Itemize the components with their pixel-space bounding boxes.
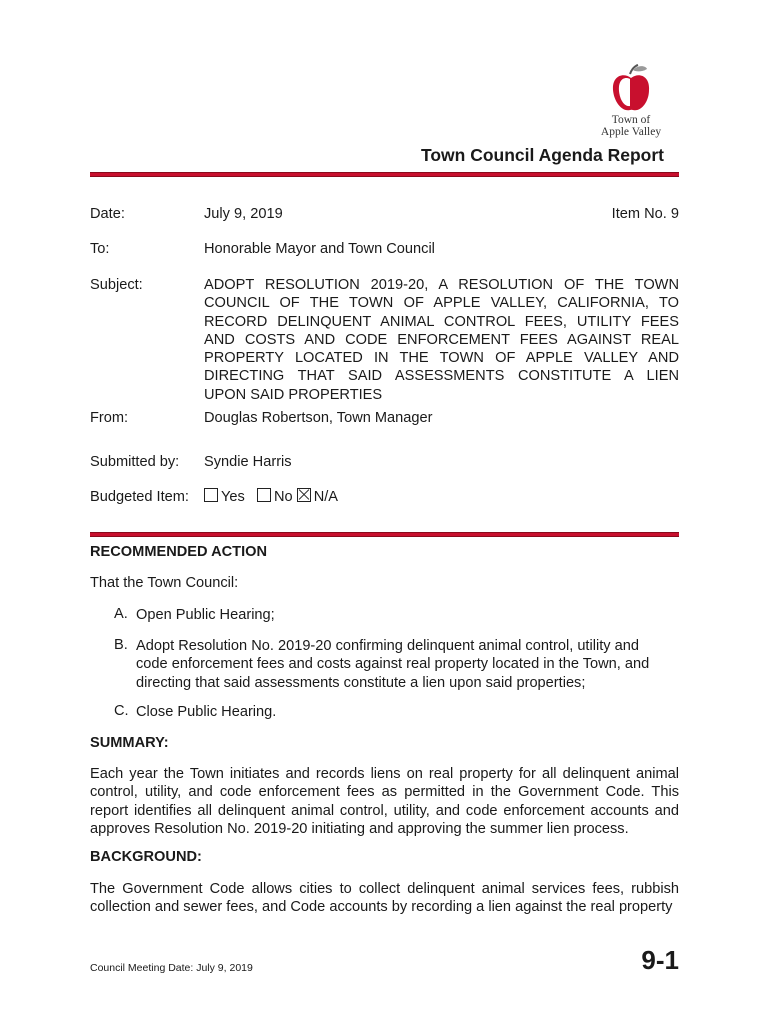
list-item-line: Adopt Resolution No. 2019-20 confirming delinquent animal control, utility and: [136, 638, 639, 654]
item-number: Item No. 9: [611, 206, 679, 222]
from-value: Douglas Robertson, Town Manager: [204, 410, 433, 426]
budget-options: [204, 488, 338, 506]
report-title: Town Council Agenda Report: [420, 145, 664, 165]
summary-paragraph: [90, 765, 679, 838]
budget-no-label: No: [273, 489, 293, 505]
list-item: [136, 703, 676, 721]
budget-no-checkbox[interactable]: [257, 488, 271, 502]
budget-yes-label: Yes: [221, 489, 245, 505]
date-value: July 9, 2019: [204, 206, 283, 222]
subject-text: [204, 276, 679, 404]
recommended-intro: That the Town Council:: [90, 575, 239, 591]
background-heading: BACKGROUND:: [90, 849, 202, 865]
summary-heading: SUMMARY:: [90, 735, 169, 751]
list-item-line: Close Public Hearing.: [136, 704, 277, 720]
budget-na-label: N/A: [313, 489, 339, 505]
list-letter: C.: [114, 703, 129, 719]
subject-line: UPON SAID PROPERTIES: [204, 386, 383, 403]
list-item-line: directing that said assessments constitute a lien upon said properties;: [136, 674, 586, 691]
subject-line: DIRECTING THAT SAID ASSESSMENTS CONSTITUTE A LIEN: [204, 368, 679, 385]
to-value: Honorable Mayor and Town Council: [204, 241, 435, 257]
section-rule: [90, 532, 679, 537]
recommended-heading: RECOMMENDED ACTION: [90, 544, 268, 560]
budget-yes-checkbox[interactable]: [204, 488, 218, 502]
summary-line: report identifies all delinquent animal control, utility, and code enforcement accounts and: [90, 802, 679, 819]
background-paragraph: [90, 880, 679, 917]
list-item-line: code enforcement fees and costs against real property located in the Town, and: [136, 656, 650, 673]
list-item: [136, 637, 676, 692]
logo-line-2: Apple Valley: [600, 126, 662, 138]
submitted-value: Syndie Harris: [204, 454, 292, 470]
subject-line: PROPERTY LOCATED IN THE TOWN OF APPLE VALLEY AND: [204, 350, 679, 367]
list-item-line: Open Public Hearing;: [136, 607, 275, 623]
background-line: The Government Code allows cities to collect delinquent animal services fees, rubbish: [90, 881, 679, 897]
apple-icon: [609, 64, 653, 114]
summary-line: Each year the Town initiates and records liens on real property for all delinquent animal: [90, 766, 679, 782]
from-label: From:: [90, 410, 129, 426]
header-rule: [90, 172, 679, 177]
page-number: 9-1: [641, 945, 679, 975]
list-letter: B.: [114, 637, 128, 653]
town-logo: [596, 64, 666, 138]
logo-line-1: Town of: [611, 114, 651, 126]
subject-label: Subject:: [90, 277, 143, 293]
subject-line: COUNCIL OF THE TOWN OF APPLE VALLEY, CALIFORNIA, TO: [204, 295, 679, 312]
list-letter: A.: [114, 606, 128, 622]
date-label: Date:: [90, 206, 125, 222]
budgeted-label: Budgeted Item:: [90, 489, 189, 505]
background-line: collection and sewer fees, and Code accounts by recording a lien against the real property: [90, 899, 673, 916]
subject-line: ADOPT RESOLUTION 2019-20, A RESOLUTION OF THE TOWN: [204, 277, 679, 293]
subject-line: RECORD DELINQUENT ANIMAL CONTROL FEES, UTILITY FEES: [204, 313, 679, 330]
list-item: [136, 606, 676, 624]
submitted-label: Submitted by:: [90, 454, 180, 470]
to-label: To:: [90, 241, 110, 257]
summary-line: approves Resolution No. 2019-20 initiating and approving the summer lien process.: [90, 820, 629, 837]
footer-meeting-date: Council Meeting Date: July 9, 2019: [90, 962, 253, 974]
subject-line: AND COSTS AND CODE ENFORCEMENT FEES AGAINST REAL: [204, 331, 679, 348]
budget-na-checkbox[interactable]: [297, 488, 311, 502]
summary-line: control, utility, and code enforcement fees as permitted in the Government Code. This: [90, 784, 679, 801]
